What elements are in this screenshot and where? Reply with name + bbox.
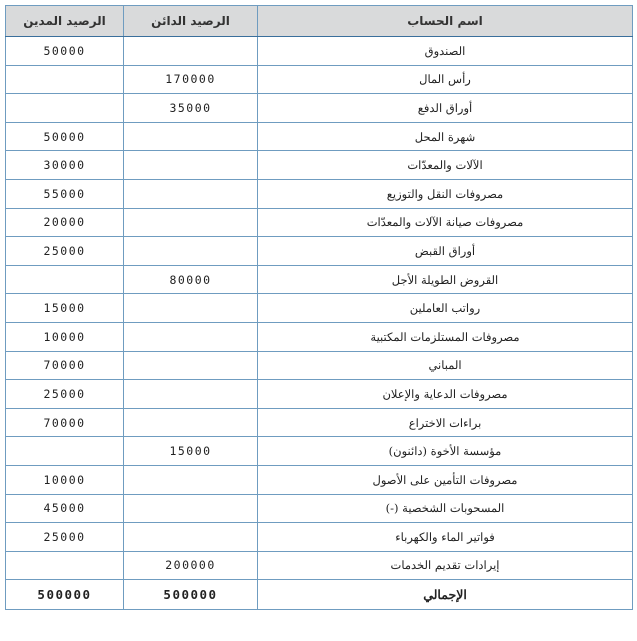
credit-balance-cell: 15000 bbox=[124, 437, 258, 466]
credit-balance-cell bbox=[124, 494, 258, 523]
debit-balance-cell bbox=[6, 65, 124, 94]
account-name-cell: مصروفات صيانة الآلات والمعدّات bbox=[258, 208, 633, 237]
account-name-cell: مصروفات النقل والتوزيع bbox=[258, 179, 633, 208]
account-name-cell: مصروفات الدعاية والإعلان bbox=[258, 380, 633, 409]
table-row bbox=[6, 322, 633, 351]
table-row bbox=[6, 37, 633, 66]
account-name-cell: شهرة المحل bbox=[258, 122, 633, 151]
credit-balance-cell bbox=[124, 408, 258, 437]
credit-balance-cell bbox=[124, 523, 258, 552]
credit-balance-cell: 80000 bbox=[124, 265, 258, 294]
credit-balance-cell bbox=[124, 465, 258, 494]
account-name-cell: أوراق الدفع bbox=[258, 94, 633, 123]
debit-balance-cell: 15000 bbox=[6, 294, 124, 323]
debit-balance-cell: 70000 bbox=[6, 351, 124, 380]
credit-balance-cell bbox=[124, 380, 258, 409]
total-credit: 500000 bbox=[124, 580, 258, 610]
table-row bbox=[6, 523, 633, 552]
credit-balance-cell bbox=[124, 37, 258, 66]
credit-balance-cell bbox=[124, 122, 258, 151]
table-row bbox=[6, 265, 633, 294]
table-row bbox=[6, 437, 633, 466]
table-row bbox=[6, 494, 633, 523]
table-row bbox=[6, 65, 633, 94]
account-name-cell: القروض الطويلة الأجل bbox=[258, 265, 633, 294]
debit-balance-cell: 30000 bbox=[6, 151, 124, 180]
account-name-cell: المسحوبات الشخصية (-) bbox=[258, 494, 633, 523]
debit-balance-cell: 70000 bbox=[6, 408, 124, 437]
account-name-cell: الصندوق bbox=[258, 37, 633, 66]
debit-balance-cell bbox=[6, 94, 124, 123]
total-row bbox=[6, 580, 633, 610]
header-debit-balance: الرصيد المدين bbox=[6, 6, 124, 37]
account-name-cell: مؤسسة الأخوة (دائنون) bbox=[258, 437, 633, 466]
account-name-cell: براءات الاختراع bbox=[258, 408, 633, 437]
account-name-cell: إيرادات تقديم الخدمات bbox=[258, 551, 633, 580]
account-name-cell: الآلات والمعدّات bbox=[258, 151, 633, 180]
credit-balance-cell: 200000 bbox=[124, 551, 258, 580]
table-row bbox=[6, 408, 633, 437]
debit-balance-cell bbox=[6, 551, 124, 580]
debit-balance-cell: 20000 bbox=[6, 208, 124, 237]
account-name-cell: مصروفات التأمين على الأصول bbox=[258, 465, 633, 494]
credit-balance-cell bbox=[124, 294, 258, 323]
table-row bbox=[6, 351, 633, 380]
trial-balance-container bbox=[5, 5, 632, 636]
debit-balance-cell bbox=[6, 437, 124, 466]
table-row bbox=[6, 208, 633, 237]
table-row bbox=[6, 151, 633, 180]
credit-balance-cell bbox=[124, 237, 258, 266]
total-debit: 500000 bbox=[6, 580, 124, 610]
table-body bbox=[6, 37, 633, 580]
account-name-cell: مصروفات المستلزمات المكتبية bbox=[258, 322, 633, 351]
credit-balance-cell bbox=[124, 322, 258, 351]
debit-balance-cell: 10000 bbox=[6, 322, 124, 351]
header-account-name: اسم الحساب bbox=[258, 6, 633, 37]
credit-balance-cell bbox=[124, 208, 258, 237]
header-row bbox=[6, 6, 633, 37]
table-row bbox=[6, 179, 633, 208]
debit-balance-cell: 25000 bbox=[6, 380, 124, 409]
credit-balance-cell bbox=[124, 151, 258, 180]
debit-balance-cell: 25000 bbox=[6, 523, 124, 552]
debit-balance-cell: 10000 bbox=[6, 465, 124, 494]
table-row bbox=[6, 122, 633, 151]
account-name-cell: رواتب العاملين bbox=[258, 294, 633, 323]
table-row bbox=[6, 237, 633, 266]
credit-balance-cell bbox=[124, 351, 258, 380]
debit-balance-cell: 50000 bbox=[6, 37, 124, 66]
credit-balance-cell bbox=[124, 179, 258, 208]
header-credit-balance: الرصيد الدائن bbox=[124, 6, 258, 37]
debit-balance-cell: 25000 bbox=[6, 237, 124, 266]
trial-balance-table bbox=[5, 5, 633, 610]
account-name-cell: فواتير الماء والكهرباء bbox=[258, 523, 633, 552]
debit-balance-cell: 55000 bbox=[6, 179, 124, 208]
account-name-cell: أوراق القبض bbox=[258, 237, 633, 266]
total-label: الإجمالي bbox=[258, 580, 633, 610]
debit-balance-cell: 50000 bbox=[6, 122, 124, 151]
debit-balance-cell: 45000 bbox=[6, 494, 124, 523]
table-row bbox=[6, 551, 633, 580]
credit-balance-cell: 170000 bbox=[124, 65, 258, 94]
credit-balance-cell: 35000 bbox=[124, 94, 258, 123]
account-name-cell: المباني bbox=[258, 351, 633, 380]
table-row bbox=[6, 294, 633, 323]
table-row bbox=[6, 465, 633, 494]
account-name-cell: رأس المال bbox=[258, 65, 633, 94]
table-row bbox=[6, 380, 633, 409]
debit-balance-cell bbox=[6, 265, 124, 294]
table-row bbox=[6, 94, 633, 123]
